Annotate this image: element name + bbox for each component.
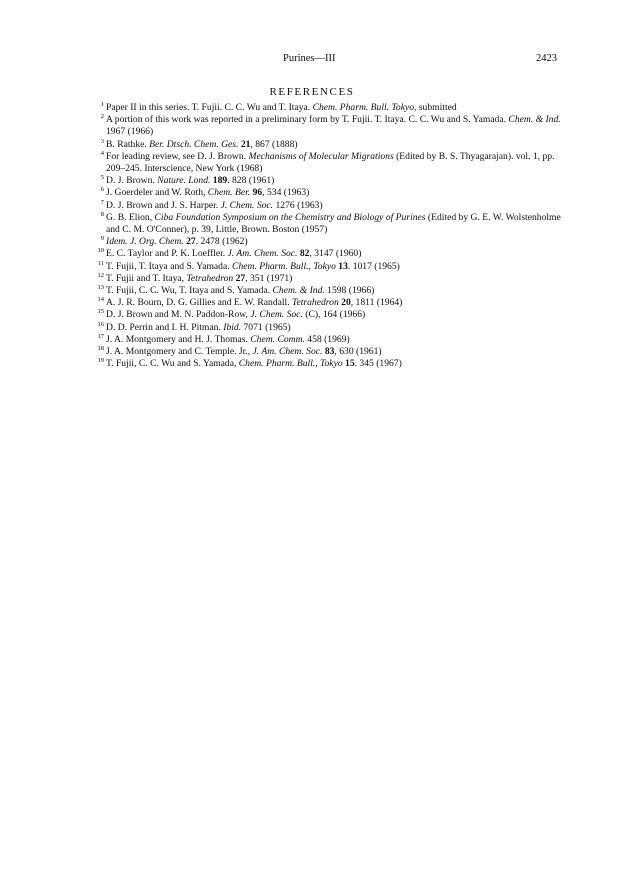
- reference-item: [92, 212, 566, 236]
- reference-text: [106, 346, 382, 357]
- journal-title: Chem. Pharm. Bull., Tokyo: [238, 358, 343, 370]
- reference-text: [106, 322, 291, 333]
- journal-title: Ber. Dtsch. Chem. Ges.: [149, 138, 239, 150]
- reference-number: 1: [100, 101, 104, 108]
- reference-item: [92, 261, 566, 273]
- journal-title: Chem. Pharm. Bull. Tokyo,: [312, 102, 417, 113]
- reference-segment: , 867 (1888): [250, 138, 298, 150]
- journal-title: Tetrahedron: [292, 297, 339, 309]
- reference-number: 17: [97, 332, 104, 340]
- journal-title: Ibid.: [223, 321, 242, 333]
- reference-item: [92, 334, 566, 346]
- reference-item: [92, 309, 566, 321]
- reference-segment: B. Rathke.: [106, 138, 150, 150]
- reference-segment: For leading review, see D. J. Brown.: [106, 150, 249, 162]
- reference-segment: 1276 (1963): [273, 199, 323, 211]
- reference-number: 4: [100, 149, 104, 157]
- reference-segment: , 351 (1971): [245, 272, 293, 284]
- reference-number: 3: [100, 137, 104, 145]
- reference-text: [106, 212, 561, 235]
- reference-number: 9: [100, 235, 104, 243]
- reference-text: [106, 248, 361, 259]
- reference-segment: submitted: [416, 102, 457, 113]
- volume-number: 21: [240, 138, 251, 150]
- journal-title: Chem. Pharm. Bull., Tokyo: [232, 260, 336, 272]
- reference-segment: . 828 (1961): [227, 175, 275, 187]
- reference-segment: . 345 (1967): [354, 358, 402, 370]
- reference-segment: , 1811 (1964): [350, 297, 403, 309]
- journal-title: Chem. Comm.: [250, 333, 305, 345]
- volume-number: 27: [235, 272, 246, 284]
- reference-item: [92, 358, 566, 370]
- reference-number: 19: [97, 357, 104, 365]
- journal-title: Ciba Foundation Symposium on the Chemistry and Biology of Purines: [154, 211, 426, 223]
- reference-segment: T. Fujii and T. Itaya,: [106, 272, 187, 284]
- volume-number: 82: [299, 248, 310, 260]
- reference-segment: 7071 (1965): [241, 321, 291, 333]
- reference-text: [106, 273, 292, 284]
- journal-title: Chem. Ber.: [207, 187, 251, 199]
- reference-number: 11: [97, 259, 104, 267]
- reference-text: [106, 114, 561, 137]
- reference-text: [106, 309, 365, 320]
- reference-text: [106, 200, 323, 211]
- journal-title: J. Am. Chem. Soc.: [252, 346, 323, 358]
- reference-item: [92, 187, 566, 199]
- reference-segment: T. Fujii, T. Itaya and S. Yamada.: [106, 260, 233, 272]
- journal-title: Idem. J. Org. Chem.: [106, 236, 184, 248]
- reference-text: [106, 236, 248, 247]
- reference-item: [92, 236, 566, 248]
- reference-number: 13: [97, 284, 104, 292]
- reference-segment: (C), 164 (1966): [302, 309, 366, 321]
- reference-number: 6: [100, 186, 104, 194]
- reference-text: [106, 187, 309, 198]
- volume-number: 15: [345, 358, 355, 370]
- reference-text: [106, 358, 402, 369]
- volume-number: 189: [212, 175, 228, 187]
- reference-number: 5: [100, 174, 104, 182]
- reference-segment: G. B. Elion,: [106, 211, 155, 223]
- reference-number: 15: [97, 308, 104, 316]
- reference-segment: E. C. Taylor and P. K. Loeffler.: [106, 248, 228, 260]
- reference-item: [92, 175, 566, 187]
- journal-title: Mechanisms of Molecular Migrations: [248, 150, 394, 162]
- reference-segment: T. Fujii, C. C. Wu, T. Itaya and S. Yamada.: [106, 285, 273, 297]
- reference-segment: T. Fujii, C. C. Wu and S. Yamada,: [106, 358, 239, 370]
- reference-item: [92, 248, 566, 260]
- reference-segment: J. A. Montgomery and C. Temple. Jr.,: [106, 346, 253, 358]
- volume-number: 96: [252, 187, 263, 199]
- reference-segment: , 630 (1961): [334, 346, 382, 358]
- section-heading: REFERENCES: [269, 86, 355, 98]
- journal-title: Chem. & Ind.: [508, 114, 561, 126]
- running-head: [0, 53, 624, 67]
- reference-segment: , 3147 (1960): [309, 248, 362, 260]
- reference-segment: A. J. R. Bourn, D. G. Gillies and E. W. Randall.: [106, 297, 293, 309]
- reference-text: [106, 297, 402, 308]
- reference-item: [92, 151, 566, 175]
- reference-segment: J. A. Montgomery and H. J. Thomas.: [106, 333, 251, 345]
- reference-item: [92, 322, 566, 334]
- journal-title: Chem. & Ind.: [272, 285, 325, 297]
- reference-segment: J. Goerdeler and W. Roth,: [106, 187, 208, 199]
- reference-number: 8: [100, 210, 104, 218]
- reference-item: [92, 346, 566, 358]
- reference-segment: (Edited by B. S. Thyagarajan). vol. 1, pp. 209–245. Interscience, New York (1968): [106, 150, 555, 175]
- reference-segment: D. J. Brown and J. S. Harper.: [106, 199, 221, 211]
- reference-segment: (Edited by G. E. W. Wolstenholme and C. M. O'Conner), p. 39, Little, Brown. Boston (1957): [106, 211, 561, 236]
- reference-segment: . 2478 (1962): [195, 236, 248, 248]
- reference-item: [92, 139, 566, 151]
- reference-text: [106, 334, 350, 345]
- reference-number: 14: [97, 296, 104, 304]
- reference-text: [106, 285, 374, 296]
- reference-segment: , 534 (1963): [262, 187, 310, 199]
- volume-number: 83: [324, 346, 335, 358]
- reference-segment: D. D. Perrin and I. H. Pitman.: [106, 321, 224, 333]
- reference-number: 16: [97, 320, 104, 328]
- reference-item: [92, 285, 566, 297]
- page-number: 2423: [536, 53, 557, 64]
- reference-segment: Paper II in this series. T. Fujii. C. C. Wu and T. Itaya.: [106, 102, 313, 113]
- reference-item: [92, 114, 566, 138]
- reference-text: [106, 102, 457, 113]
- reference-item: [92, 200, 566, 212]
- volume-number: 13: [338, 260, 348, 272]
- reference-segment: . 1017 (1965): [347, 260, 400, 272]
- reference-list: [92, 102, 566, 370]
- journal-title: Nature. Lond.: [157, 175, 211, 187]
- reference-segment: 1967 (1966): [106, 126, 154, 138]
- reference-segment: D. J. Brown and M. N. Paddon-Row,: [106, 309, 251, 321]
- reference-item: [92, 297, 566, 309]
- reference-segment: A portion of this work was reported in a preliminary form by T. Fujii. T. Itaya. C. C. Wu and S. Yamada.: [106, 114, 509, 126]
- volume-number: 20: [341, 297, 351, 309]
- reference-text: [106, 139, 298, 150]
- reference-segment: D. J. Brown.: [106, 175, 158, 187]
- journal-title: J. Chem. Soc.: [220, 199, 274, 211]
- journal-title: J. Am. Chem. Soc.: [227, 248, 298, 260]
- reference-text: [106, 175, 274, 186]
- journal-title: Tetrahedron: [186, 272, 234, 284]
- reference-number: 2: [100, 113, 104, 121]
- reference-segment: 1598 (1966): [324, 285, 375, 297]
- reference-text: [106, 261, 400, 272]
- reference-segment: 458 (1969): [304, 333, 350, 345]
- reference-number: 10: [97, 247, 104, 255]
- reference-number: 18: [97, 345, 104, 353]
- reference-text: [106, 151, 554, 174]
- reference-number: 12: [97, 271, 104, 279]
- volume-number: 27: [186, 236, 196, 248]
- reference-item: [92, 102, 566, 114]
- reference-item: [92, 273, 566, 285]
- reference-number: 7: [100, 198, 104, 206]
- running-title: Purines—III: [283, 53, 336, 64]
- journal-title: J. Chem. Soc.: [250, 309, 303, 321]
